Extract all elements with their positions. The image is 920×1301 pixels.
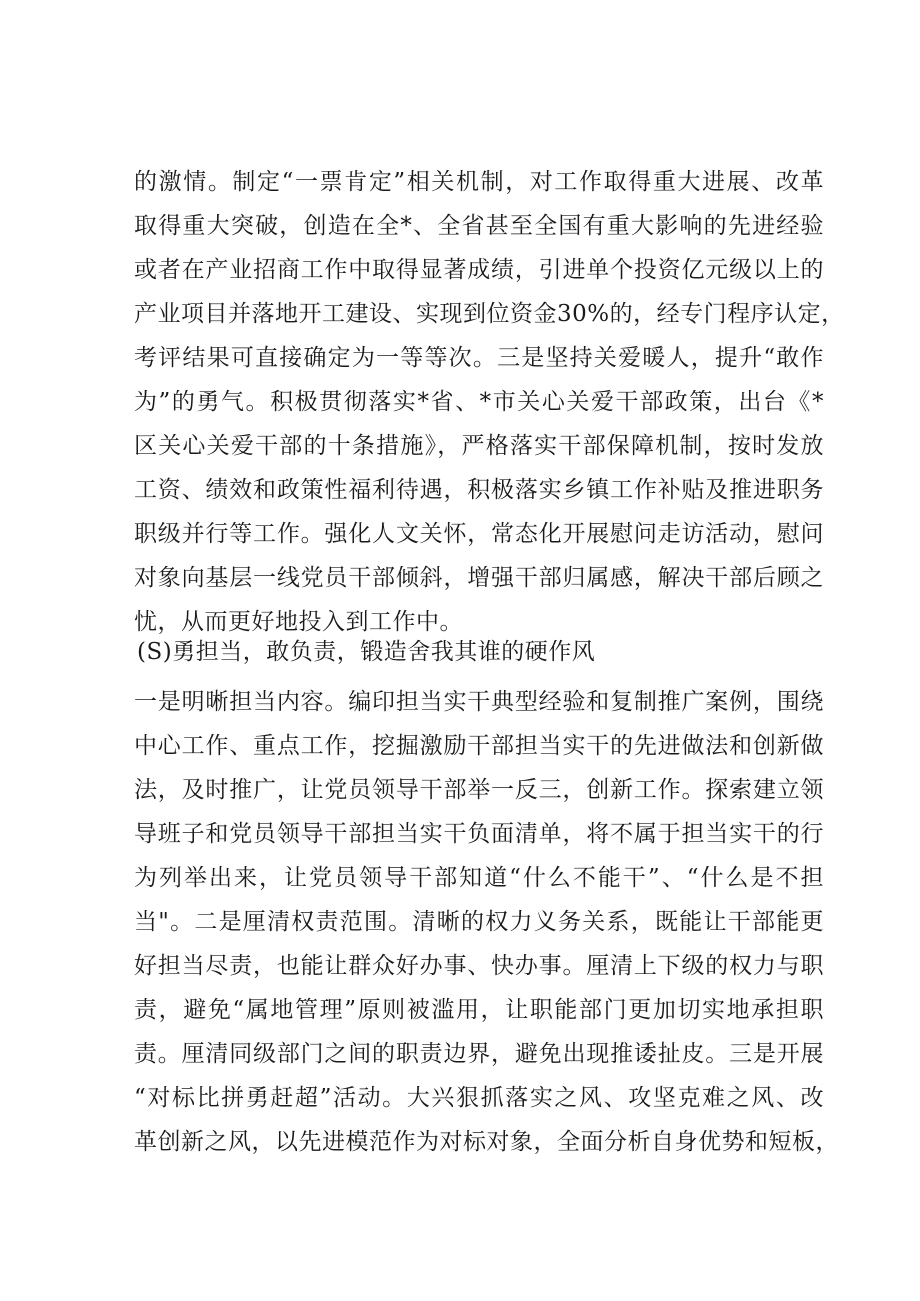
text-line: 或者在产业招商工作中取得显著成绩，引进单个投资亿元级以上的 [134, 257, 824, 283]
text-line: 忧，从而更好地投入到工作中。 [134, 609, 463, 635]
text-line: 革创新之风，以先进模范作为对标对象，全面分析自身优势和短板， [134, 1129, 839, 1155]
text-line: 责，避免“属地管理”原则被滥用，让职能部门更加切实地承担职 [134, 997, 824, 1023]
text-line: 职级并行等工作。强化人文关怀，常态化开展慰问走访活动，慰问 [134, 521, 824, 547]
text-line: 取得重大突破，创造在全*、全省甚至全国有重大影响的先进经验 [134, 213, 824, 239]
text-line: 工资、绩效和政策性福利待遇，积极落实乡镇工作补贴及推进职务 [134, 477, 824, 503]
text-line: 的激情。制定“一票肯定”相关机制，对工作取得重大进展、改革 [134, 169, 824, 195]
text-line: 当"。二是厘清权责范围。清晰的权力义务关系，既能让干部能更 [134, 909, 824, 935]
text-line: 为”的勇气。积极贯彻落实*省、*市关心关爱干部政策，出台《* [134, 389, 824, 415]
text-line: 导班子和党员领导干部担当实干负面清单，将不属于担当实干的行 [134, 821, 824, 847]
text-line: 好担当尽责，也能让群众好办事、快办事。厘清上下级的权力与职 [134, 953, 824, 979]
text-line: 法，及时推广，让党员领导干部举一反三，创新工作。探索建立领 [134, 777, 824, 803]
text-line: 对象向基层一线党员干部倾斜，增强干部归属感，解决干部后顾之 [134, 565, 824, 591]
text-line: 中心工作、重点工作，挖掘激励干部担当实干的先进做法和创新做 [134, 733, 824, 759]
text-line: 产业项目并落地开工建设、实现到位资金30%的，经专门程序认定， [134, 301, 845, 327]
text-line: 一是明晰担当内容。编印担当实干典型经验和复制推广案例，围绕 [134, 689, 824, 715]
text-line: 考评结果可直接确定为一等等次。三是坚持关爱暖人，提升“敢作 [134, 345, 824, 371]
section-heading: (S)勇担当，敢负责，锻造舍我其谁的硬作风 [137, 639, 596, 665]
text-line: “对标比拼勇赶超”活动。大兴狠抓落实之风、攻坚克难之风、改 [134, 1085, 824, 1111]
text-line: 为列举出来，让党员领导干部知道“什么不能干”、“什么是不担 [134, 865, 824, 891]
text-line: 责。厘清同级部门之间的职责边界，避免出现推诿扯皮。三是开展 [134, 1041, 824, 1067]
text-line: 区关心关爱干部的十条措施》，严格落实干部保障机制，按时发放 [134, 433, 824, 459]
